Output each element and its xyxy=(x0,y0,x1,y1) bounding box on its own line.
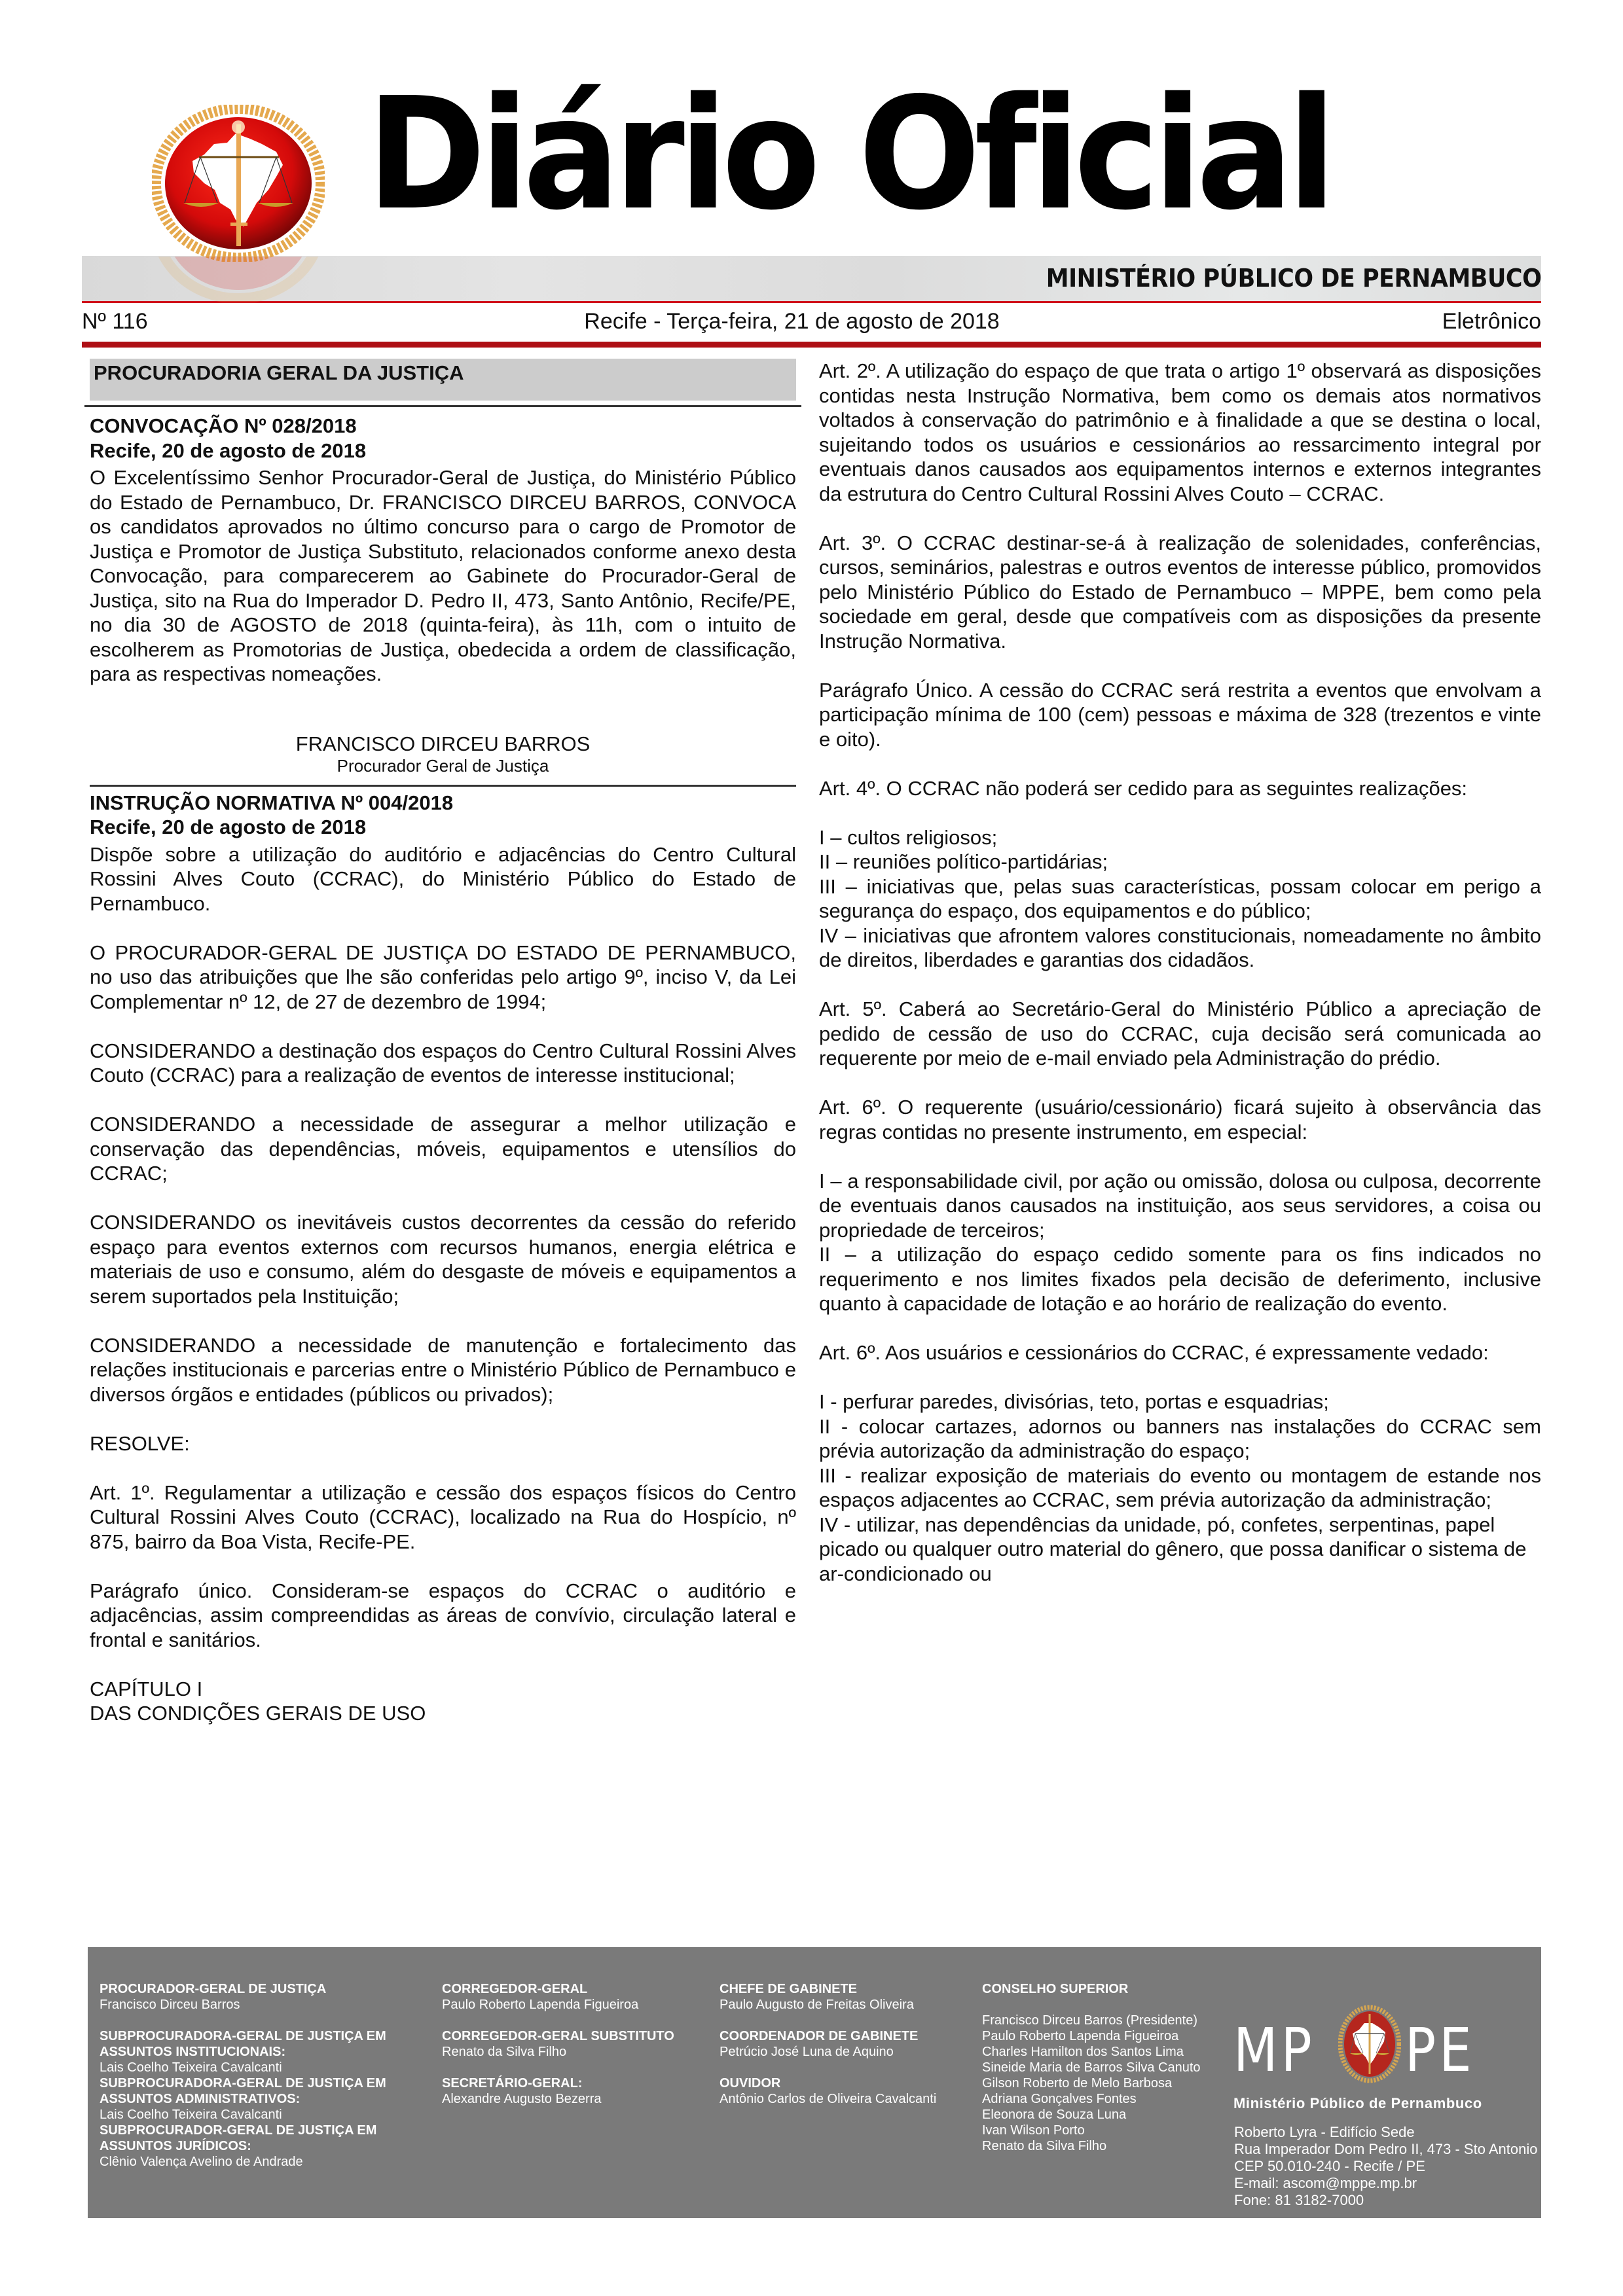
left-column xyxy=(90,359,796,1726)
signature-role: Procurador Geral de Justiça xyxy=(337,755,549,776)
article-3: Art. 3º. O CCRAC destinar-se-á à realização de solenidades, conferências, cursos, seminários, palestras e outros eventos de interesse público, promovidos pelo Ministério Público do Estado de Pernambuco – MPPE, bem como pela sociedade em geral, desde que compatíveis com as disposições da presente Instrução Normativa. xyxy=(819,531,1541,653)
edition-type: Eletrônico xyxy=(1442,309,1541,334)
footer-name: Paulo Augusto de Freitas Oliveira xyxy=(720,1998,914,2012)
vedado-item: III - realizar exposição de materiais do evento ou montagem de estande nos espaços adjacentes ao CCRAC, sem prévia autorização da administração; xyxy=(819,1463,1541,1511)
mppe-seal-icon xyxy=(1338,2005,1401,2083)
article-2: Art. 2º. A utilização do espaço de que trata o artigo 1º observará as disposições contidas nesta Instrução Normativa, bem como os demais atos normativos voltados à conservação do patrimônio e à finalidade a que se destina o local, sujeitando todos os usuários e cessionários ao ressarcimento integral por eventuais danos causados aos equipamentos internos e externos integrantes da estrutura do Centro Cultural Rossini Alves Couto – CCRAC. xyxy=(819,359,1541,505)
council-member: Francisco Dirceu Barros (Presidente) xyxy=(982,2013,1197,2028)
council-member: Charles Hamilton dos Santos Lima xyxy=(982,2045,1184,2059)
mppe-logo-right: PE xyxy=(1405,2015,1475,2085)
vedado-item: II - colocar cartazes, adornos ou banners nas instalações do CCRAC sem prévia autorização da administração do espaço; xyxy=(819,1414,1541,1462)
scales-of-justice-seal-icon xyxy=(152,105,325,262)
address-line: Rua Imperador Dom Pedro II, 473 - Sto Antonio xyxy=(1234,2141,1538,2157)
email-link[interactable]: E-mail: ascom@mppe.mp.br xyxy=(1234,2175,1417,2191)
address-line: CEP 50.010-240 - Recife / PE xyxy=(1234,2158,1425,2174)
article-6: Art. 6º. O requerente (usuário/cessionário) ficará sujeito à observância das regras contidas no presente instrumento, em especial: xyxy=(819,1096,1541,1143)
footer-role: OUVIDOR xyxy=(720,2076,781,2090)
footer-role: CORREGEDOR-GERAL SUBSTITUTO xyxy=(442,2029,674,2043)
footer-role: PROCURADOR-GERAL DE JUSTIÇA xyxy=(100,1982,327,1996)
resolve-label: RESOLVE: xyxy=(90,1431,190,1455)
chapter-number: CAPÍTULO I xyxy=(90,1677,203,1700)
mppe-logo xyxy=(1233,2005,1522,2096)
convocacao-title: CONVOCAÇÃO Nº 028/2018 xyxy=(90,414,357,437)
vedado-item: I - perfurar paredes, divisórias, teto, portas e esquadrias; xyxy=(819,1390,1329,1413)
council-member: Adriana Gonçalves Fontes xyxy=(982,2092,1137,2106)
article-4-item: II – reuniões político-partidárias; xyxy=(819,850,1108,873)
convocacao-date: Recife, 20 de agosto de 2018 xyxy=(90,439,367,462)
footer-name: Lais Coelho Teixeira Cavalcanti xyxy=(100,2108,282,2122)
vedado-item: IV - utilizar, nas dependências da unidade, pó, confetes, serpentinas, papel picado ou qualquer outro material do gênero, que possa danificar o sistema de ar-condicionado ou xyxy=(819,1513,1527,1585)
article-1-paragraph: Parágrafo único. Consideram-se espaços do CCRAC o auditório e adjacências, assim compreendidas as áreas de convívio, circulação lateral e frontal e sanitários. xyxy=(90,1579,796,1651)
footer-name: Petrúcio José Luna de Aquino xyxy=(720,2045,894,2059)
document-divider xyxy=(90,785,796,787)
footer-role: SUBPROCURADORA-GERAL DE JUSTIÇA EM ASSUNTOS ADMINISTRATIVOS xyxy=(100,2076,386,2106)
instrucao-paragraph: CONSIDERANDO a necessidade de manutenção e fortalecimento das relações institucionais e parcerias entre o Ministério Público de Pernambuco e diversos órgãos e entidades (públicos ou privados); xyxy=(90,1333,796,1406)
instrucao-paragraph: CONSIDERANDO a necessidade de assegurar a melhor utilização e conservação das dependências, móveis, equipamentos e utensílios do CCRAC; xyxy=(90,1113,796,1185)
header-divider xyxy=(82,342,1541,348)
seal-reflection xyxy=(152,257,325,302)
instrucao-paragraph: CONSIDERANDO os inevitáveis custos decorrentes da cessão do referido espaço para eventos externos com recursos humanos, energia elétrica e materiais de uso e consumo, além do desgaste de móveis e equipamentos a serem suportados pela Instituição; xyxy=(90,1211,796,1308)
article-1: Art. 1º. Regulamentar a utilização e cessão dos espaços físicos do Centro Cultural Rossini Alves Couto (CCRAC), localizado na Rua do Hospício, nº 875, bairro da Boa Vista, Recife-PE. xyxy=(90,1480,796,1553)
masthead-title: Diário Oficial xyxy=(367,64,1330,244)
council-member: Renato da Silva Filho xyxy=(982,2139,1107,2153)
article-3-paragraph: Parágrafo Único. A cessão do CCRAC será restrita a eventos que envolvam a participação mínima de 100 (cem) pessoas e máxima de 328 (trezentos e vinte e oito). xyxy=(819,678,1541,751)
section-divider xyxy=(84,405,801,407)
article-4: Art. 4º. O CCRAC não poderá ser cedido para as seguintes realizações: xyxy=(819,776,1468,800)
phone-line: Fone: 81 3182-7000 xyxy=(1234,2192,1364,2208)
footer-name: Francisco Dirceu Barros xyxy=(100,1998,240,2012)
chapter-title: DAS CONDIÇÕES GERAIS DE USO xyxy=(90,1702,426,1725)
mppe-logo-left: MP xyxy=(1233,2015,1315,2085)
footer-column-leadership: PROCURADOR-GERAL DE JUSTIÇA Francisco Dirceu Barros SUBPROCURADORA-GERAL DE JUSTIÇA EM ASSUNTOS INSTITUCIONAIS: Lais Coelho Teixeira Cavalcanti SUBPROCURADORA-GERAL DE JUSTIÇA EM ASSUNTOS ADMINISTRATIVOS: Lais Coelho Teixeira Cavalcanti SUBPROCURADOR-GERAL DE JUSTIÇA EM ASSUNTOS JURÍDICOS: Clênio Valença Avelino de Andrade xyxy=(100,1981,440,2170)
article-6-item: II – a utilização do espaço cedido somente para os fins indicados no requerimento e nos limites fixados pela decisão de deferimento, inclusive quanto à capacidade de lotação e ao horário de realização do evento. xyxy=(819,1243,1541,1315)
council-member: Paulo Roberto Lapenda Figueiroa xyxy=(982,2029,1179,2043)
footer-name: Lais Coelho Teixeira Cavalcanti xyxy=(100,2060,282,2075)
article-4-item: IV – iniciativas que afrontem valores constitucionais, nomeadamente no âmbito de direitos, liberdades e garantias dos cidadãos. xyxy=(819,924,1541,971)
footer-column-corregedoria: CORREGEDOR-GERAL Paulo Roberto Lapenda Figueiroa CORREGEDOR-GERAL SUBSTITUTO Renato da Silva Filho SECRETÁRIO-GERAL: Alexandre Augusto Bezerra xyxy=(442,1981,704,2107)
instrucao-paragraph: O PROCURADOR-GERAL DE JUSTIÇA DO ESTADO DE PERNAMBUCO, no uso das atribuições que lhe são conferidas pelo artigo 9º, inciso V, da Lei Complementar nº 12, de 27 de dezembro de 1994; xyxy=(90,941,796,1013)
right-column xyxy=(819,359,1541,1586)
footer-column-council xyxy=(982,1981,1244,2154)
issue-number: Nº 116 xyxy=(82,309,148,334)
instrucao-date: Recife, 20 de agosto de 2018 xyxy=(90,816,367,838)
instrucao-paragraph: CONSIDERANDO a destinação dos espaços do Centro Cultural Rossini Alves Couto (CCRAC) para a realização de eventos de interesse institucional; xyxy=(90,1039,796,1086)
instrucao-ementa: Dispõe sobre a utilização do auditório e adjacências do Centro Cultural Rossini Alves Couto (CCRAC), do Ministério Público do Estado de Pernambuco. xyxy=(90,842,796,915)
section-header: PROCURADORIA GERAL DA JUSTIÇA xyxy=(90,359,796,401)
article-6-item: I – a responsabilidade civil, por ação ou omissão, dolosa ou culposa, decorrente de eventuais danos causados na instituição, aos seus servidores, a coisa ou propriedade de terceiros; xyxy=(819,1169,1541,1242)
instrucao-title: INSTRUÇÃO NORMATIVA Nº 004/2018 xyxy=(90,791,454,814)
council-member: Sineide Maria de Barros Silva Canuto xyxy=(982,2060,1201,2075)
footer-role: SUBPROCURADOR-GERAL DE JUSTIÇA EM ASSUNTOS JURÍDICOS xyxy=(100,2123,377,2153)
footer xyxy=(88,1947,1541,2218)
mppe-name: Ministério Público de Pernambuco xyxy=(1233,2095,1482,2111)
article-4-item: III – iniciativas que, pelas suas características, possam colocar em perigo a segurança do espaço, dos equipamentos e do público; xyxy=(819,874,1541,922)
address-block xyxy=(1234,2124,1537,2209)
council-title: CONSELHO SUPERIOR xyxy=(982,1982,1129,1996)
footer-name: Antônio Carlos de Oliveira Cavalcanti xyxy=(720,2092,937,2106)
footer-role: COORDENADOR DE GABINETE xyxy=(720,2029,919,2043)
council-member: Eleonora de Souza Luna xyxy=(982,2108,1127,2122)
footer-name: Renato da Silva Filho xyxy=(442,2045,567,2059)
footer-role: CORREGEDOR-GERAL xyxy=(442,1982,588,1996)
article-5: Art. 5º. Caberá ao Secretário-Geral do Ministério Público a apreciação de pedido de cessão de uso do CCRAC, cuja decisão será comunicada ao requerente por meio de e-mail enviado pela Administração do prédio. xyxy=(819,997,1541,1069)
council-member: Ivan Wilson Porto xyxy=(982,2123,1085,2138)
council-member: Gilson Roberto de Melo Barbosa xyxy=(982,2076,1173,2090)
issue-date: Recife - Terça-feira, 21 de agosto de 2018 xyxy=(584,309,1000,334)
footer-name: Paulo Roberto Lapenda Figueiroa xyxy=(442,1998,639,2012)
footer-role: CHEFE DE GABINETE xyxy=(720,1982,858,1996)
convocacao-body: O Excelentíssimo Senhor Procurador-Geral de Justiça, do Ministério Público do Estado de Pernambuco, Dr. FRANCISCO DIRCEU BARROS, CONVOCA os candidatos aprovados no último concurso para o cargo de Promotor de Justiça e Promotor de Justiça Substituto, relacionados conforme anexo desta Convocação, para comparecerem ao Gabinete do Procurador-Geral de Justiça, sito na Rua do Imperador D. Pedro II, 473, Santo Antônio, Recife/PE, no dia 30 de AGOSTO de 2018 (quinta-feira), às 11h, com o intuito de escolherem as Promotorias de Justiça, obedecida a ordem de classificação, para as respectivas nomeações. xyxy=(90,466,796,685)
address-line: Roberto Lyra - Edifício Sede xyxy=(1234,2124,1415,2140)
footer-role: SECRETÁRIO-GERAL xyxy=(442,2076,578,2090)
footer-name: Alexandre Augusto Bezerra xyxy=(442,2092,602,2106)
article-6-vedado: Art. 6º. Aos usuários e cessionários do CCRAC, é expressamente vedado: xyxy=(819,1341,1489,1364)
article-4-item: I – cultos religiosos; xyxy=(819,825,998,849)
footer-role: SUBPROCURADORA-GERAL DE JUSTIÇA EM ASSUNTOS INSTITUCIONAIS xyxy=(100,2029,386,2059)
footer-column-gabinete xyxy=(720,1981,981,2107)
issue-info-row xyxy=(82,305,1541,338)
footer-name: Clênio Valença Avelino de Andrade xyxy=(100,2155,303,2169)
signature-name: FRANCISCO DIRCEU BARROS xyxy=(295,732,591,755)
masthead-subtitle: MINISTÉRIO PÚBLICO DE PERNAMBUCO xyxy=(1046,264,1541,293)
